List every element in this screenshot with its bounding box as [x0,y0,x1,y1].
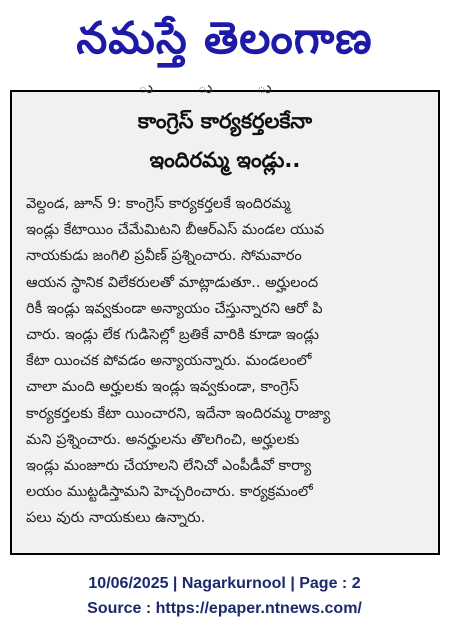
newspaper-logo-title: నమస్తే తెలంగాణ [76,13,373,64]
body-line: పలు వురు నాయకులు ఉన్నారు. [26,510,206,527]
article-body [26,191,426,532]
body-line: ఇండ్లు మంజూరు చేయాలని లేనిచో ఎంపీడీవో కార్యా [26,458,312,475]
footer-source-url: Source : https://epaper.ntnews.com/ [87,600,362,617]
newspaper-masthead [0,0,449,78]
body-line: నాయకుడు జంగిలి ప్రవీణ్ ప్రశ్నించారు. సోమవారం [26,248,302,265]
body-line: కేటా యించక పోవడం అన్యాయన్నారు. మండలంలో [26,353,312,370]
headline-line-1: కాంగ్రెస్ కార్యకర్తలకేనా [137,109,313,133]
body-line: మని ప్రశ్నించారు. అనర్హులను తొలగించి, అర్హులకు [26,431,300,448]
headline-line-2: ఇందిరమ్మ ఇండ్లు.. [149,148,301,172]
body-line: ఇండ్లు కేటాయిం చేమేమిటని బీఆర్ఎస్ మండల యువ [26,222,325,239]
article-clipping [10,78,440,555]
body-line: రికీ ఇండ్లు ఇవ్వకుండా అన్యాయం చేస్తున్నారని ఆరో పి [26,300,323,317]
body-line: వెల్దండ, జూన్ 9: కాంగ్రెస్ కార్యకర్తలకే ఇందిరమ్మ [26,196,291,212]
body-line: చారు. ఇండ్లు లేక గుడిసెల్లో బ్రతికే వారికి కూడా ఇండ్లు [26,327,319,344]
footer-date-edition-page: 10/06/2025 | Nagarkurnool | Page : 2 [88,575,361,592]
cropped-previous-text: ు ు ు [138,78,312,97]
body-line: లయం ముట్టడిస్తామని హెచ్చరించారు. కార్యక్రమంలో [26,484,313,501]
body-line: చాలా మంది అర్హులకు ఇండ్లు ఇవ్వకుండా, కాంగ్రెస్ [26,379,299,396]
body-line: కార్యకర్తలకు కేటా యించారని, ఇదేనా ఇందిరమ్మ రాజ్యా [26,405,331,422]
body-line: ఆయన స్థానిక విలేకరులతో మాట్లాడుతూ.. అర్హులంద [26,274,319,291]
